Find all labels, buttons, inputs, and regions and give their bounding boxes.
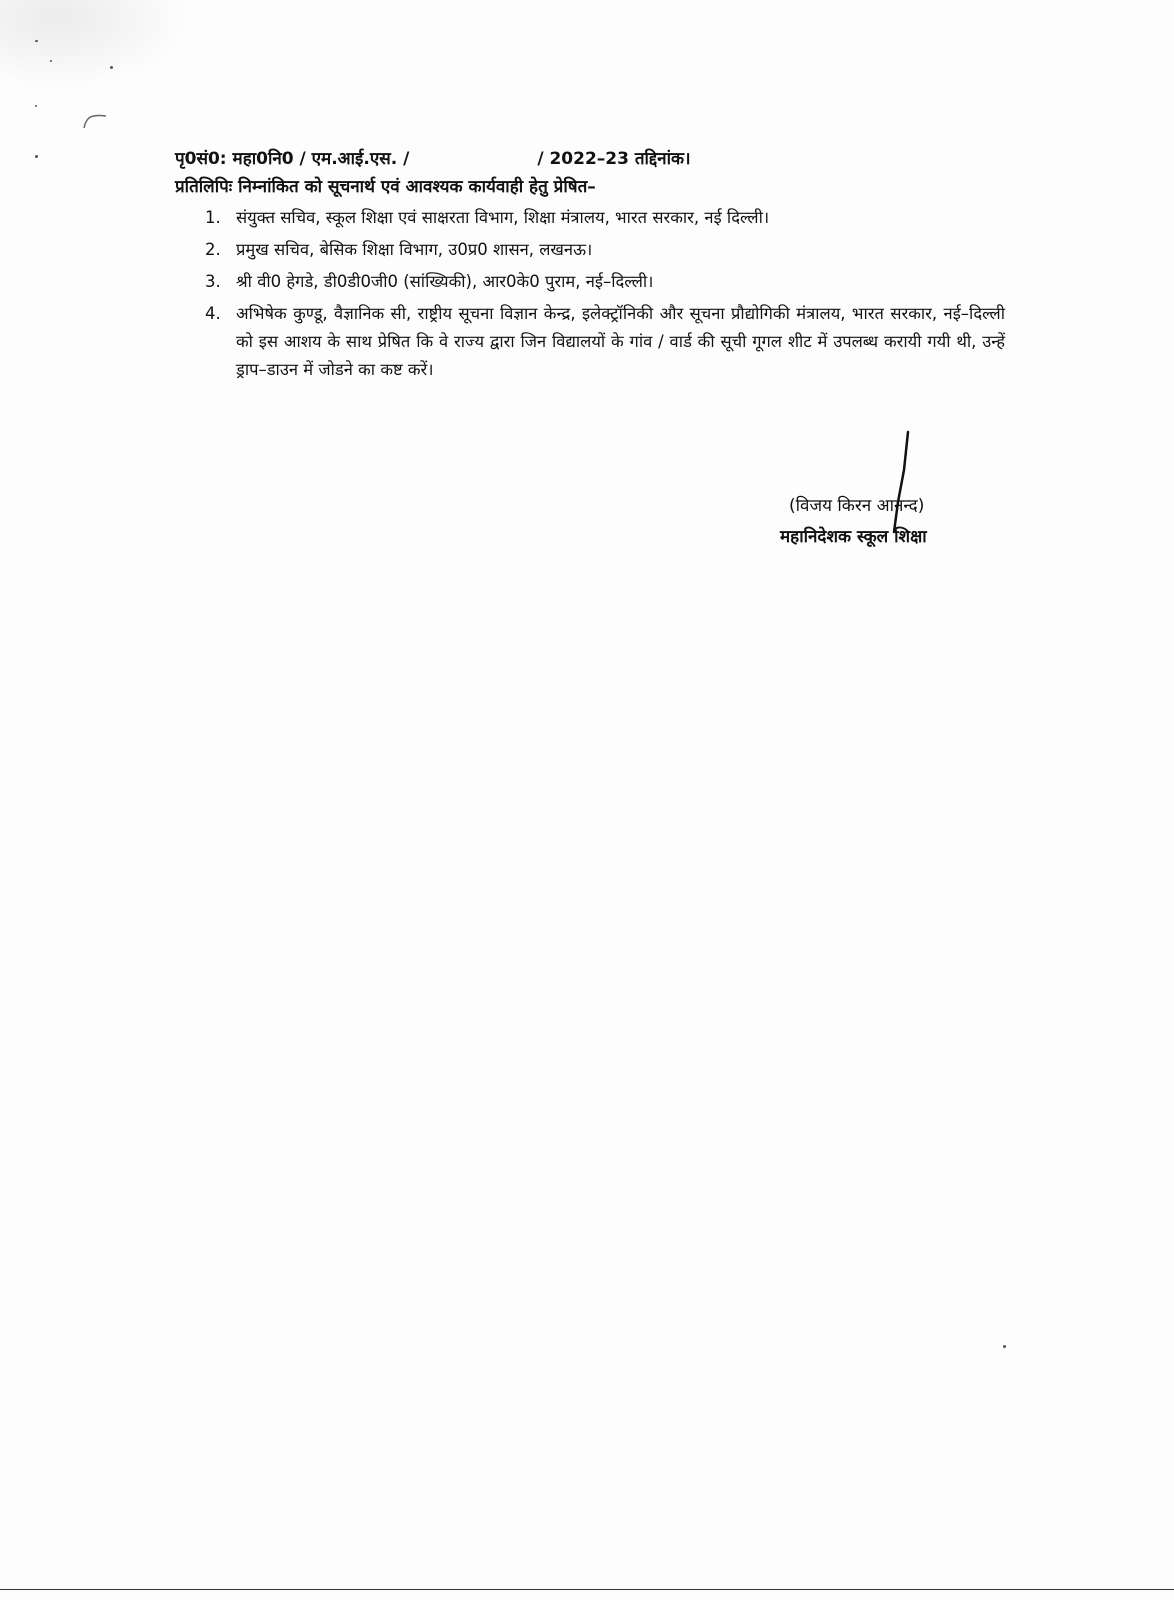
list-item — [205, 236, 1005, 264]
signatory-name: (विजय किरन आनन्द) — [789, 496, 925, 516]
scan-speck — [110, 66, 113, 69]
scan-speck — [35, 105, 37, 107]
scan-speck — [50, 60, 52, 62]
list-item-number: 2. — [205, 240, 221, 259]
list-item-text: श्री वी0 हेगडे, डी0डी0जी0 (सांख्यिकी), आर0के0 पुराम, नई–दिल्ली। — [236, 272, 654, 291]
scan-speck — [35, 40, 38, 42]
list-item-text: प्रमुख सचिव, बेसिक शिक्षा विभाग, उ0प्र0 शासन, लखनऊ। — [236, 240, 593, 259]
scan-speck — [35, 155, 38, 158]
scan-smudge — [0, 0, 190, 90]
list-item-number: 1. — [205, 208, 221, 227]
list-item-text: अभिषेक कुण्डू, वैज्ञानिक सी, राष्ट्रीय सूचना विज्ञान केन्द्र, इलेक्ट्रॉनिकी और सूचना प्रौद्योगिकी मंत्रालय, भारत सरकार, नई–दिल्ली को इस आशय के साथ प्रेषित कि वे राज्य द्वारा जिन विद्यालयों के गांव / वार्ड की सूची गूगल शीट में उपलब्ध करायी गयी थी, उन्हें ड्राप–डाउन में जोडने का कष्ट करें। — [236, 304, 1005, 379]
recipient-list — [205, 204, 1005, 388]
scan-mark-icon — [80, 108, 110, 132]
reference-number-left: पृ0सं0: महा0नि0 / एम.आई.एस. / — [175, 149, 410, 169]
reference-number-right: / 2022–23 तद्दिनांक। — [537, 149, 691, 169]
list-item — [205, 268, 1005, 296]
reference-number — [175, 146, 995, 169]
signatory-designation: महानिदेशक स्कूल शिक्षा — [780, 527, 927, 547]
scan-speck — [1003, 1345, 1006, 1348]
page-bottom-edge — [0, 1589, 1174, 1590]
copy-to-heading: प्रतिलिपिः निम्नांकित को सूचनार्थ एवं आवश्यक कार्यवाही हेतु प्रेषित– — [175, 177, 596, 197]
list-item-number: 4. — [205, 304, 221, 323]
list-item-number: 3. — [205, 272, 221, 291]
list-item-text: संयुक्त सचिव, स्कूल शिक्षा एवं साक्षरता विभाग, शिक्षा मंत्रालय, भारत सरकार, नई दिल्ली। — [236, 208, 770, 227]
list-item — [205, 300, 1005, 384]
list-item — [205, 204, 1005, 232]
